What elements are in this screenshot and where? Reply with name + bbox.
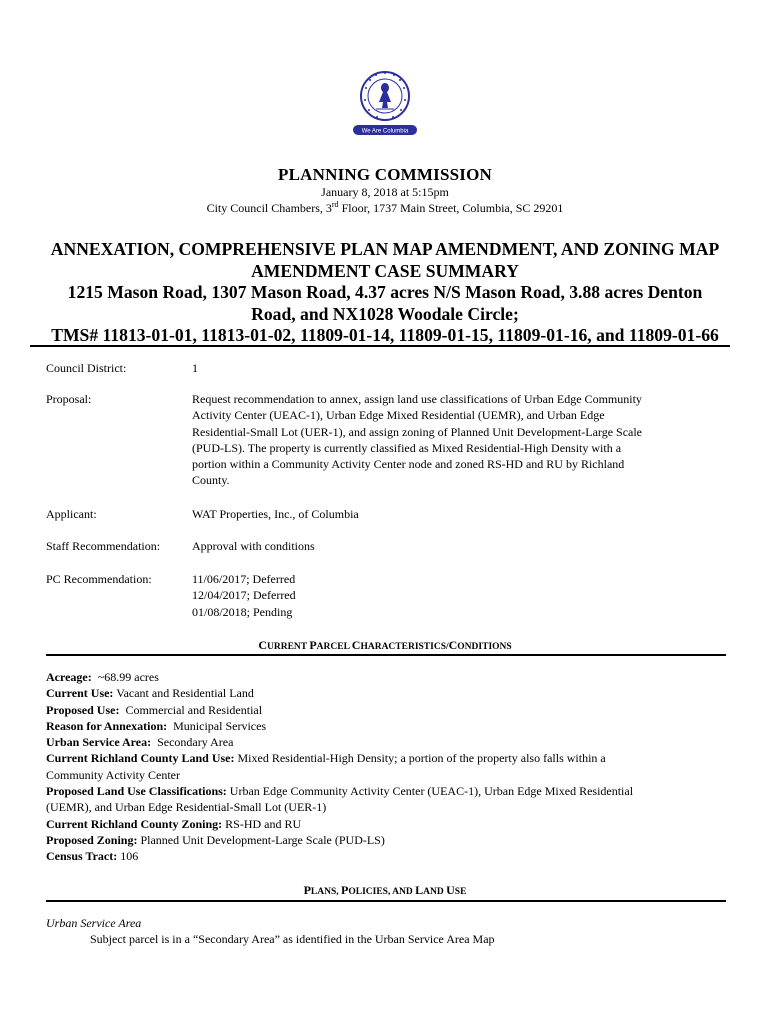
section-heading-plans: PLANS, POLICIES, AND LAND USE bbox=[303, 883, 467, 897]
section-divider bbox=[46, 900, 726, 902]
reason-row: Reason for Annexation: Municipal Services bbox=[46, 718, 267, 733]
richland-land-use-row: Current Richland County Land Use: Mixed Residential-High Density; a portion of the property also falls within a bbox=[46, 751, 606, 766]
council-district-value: 1 bbox=[192, 361, 198, 375]
pc-recommendation-label: PC Recommendation: bbox=[46, 572, 152, 586]
proposal-text bbox=[192, 391, 732, 489]
title-divider bbox=[30, 345, 730, 347]
proposal-line: Request recommendation to annex, assign land use classifications of Urban Edge Community bbox=[192, 392, 642, 406]
staff-recommendation-label: Staff Recommendation: bbox=[46, 539, 161, 553]
case-title-line: ANNEXATION, COMPREHENSIVE PLAN MAP AMENDMENT, AND ZONING MAP bbox=[50, 239, 720, 259]
applicant-label: Applicant: bbox=[46, 507, 97, 521]
proposed-use-row: Proposed Use: Commercial and Residential bbox=[46, 702, 263, 717]
applicant-value: WAT Properties, Inc., of Columbia bbox=[192, 507, 359, 521]
meeting-date: January 8, 2018 at 5:15pm bbox=[321, 185, 449, 199]
commission-title: PLANNING COMMISSION bbox=[278, 165, 492, 184]
case-title bbox=[30, 239, 740, 347]
current-use-row: Current Use: Vacant and Residential Land bbox=[46, 686, 254, 701]
section-divider bbox=[46, 654, 726, 656]
urban-service-area-text: Subject parcel is in a “Secondary Area” as identified in the Urban Service Area Map bbox=[90, 932, 495, 946]
seal-tagline: We Are Columbia bbox=[361, 128, 409, 135]
proposal-line: Activity Center (UEAC-1), Urban Edge Mixed Residential (UEMR), and Urban Edge bbox=[192, 408, 605, 423]
proposal-label: Proposal: bbox=[46, 392, 92, 406]
urban-service-area-label: Urban Service Area bbox=[46, 916, 142, 930]
meeting-location: City Council Chambers, 3rd Floor, 1737 Main Street, Columbia, SC 29201 bbox=[206, 200, 564, 215]
parcel-characteristics bbox=[46, 669, 736, 865]
proposed-zoning-row: Proposed Zoning: Planned Unit Development-Large Scale (PUD-LS) bbox=[46, 832, 385, 847]
case-title-line: AMENDMENT CASE SUMMARY bbox=[251, 260, 519, 281]
pc-recommendation-item: 12/04/2017; Deferred bbox=[192, 588, 296, 603]
case-title-line: 1215 Mason Road, 1307 Mason Road, 4.37 acres N/S Mason Road, 3.88 acres Denton bbox=[67, 282, 703, 303]
proposed-land-use-cont: (UEMR), and Urban Edge Residential-Small Lot (UER-1) bbox=[46, 800, 327, 815]
case-title-line: Road, and NX1028 Woodale Circle; bbox=[251, 303, 519, 324]
pc-recommendation-item: 11/06/2017; Deferred bbox=[192, 572, 296, 586]
richland-land-use-cont: Community Activity Center bbox=[46, 767, 180, 782]
proposal-line: portion within a Community Activity Center node and zoned RS-HD and RU by Richland bbox=[192, 457, 625, 472]
proposal-line: (PUD-LS). The property is currently classified as Mixed Residential-High Density with a bbox=[192, 440, 622, 455]
richland-zoning-row: Current Richland County Zoning: RS-HD and RU bbox=[46, 816, 302, 831]
proposal-line: Residential-Small Lot (UER-1), and assign zoning of Planned Unit Development-Large Scale bbox=[192, 424, 643, 439]
staff-recommendation-value: Approval with conditions bbox=[192, 539, 315, 553]
acreage-row: Acreage: ~68.99 acres bbox=[46, 670, 159, 684]
proposed-land-use-row: Proposed Land Use Classifications: Urban Edge Community Activity Center (UEAC-1), Urban Edge Mixed Residential bbox=[46, 784, 634, 799]
city-seal-logo bbox=[346, 70, 424, 136]
pc-recommendation-list bbox=[192, 571, 732, 620]
case-title-line: TMS# 11813-01-01, 11813-01-02, 11809-01-14, 11809-01-15, 11809-01-16, and 11809-01-66 bbox=[51, 325, 719, 346]
proposal-line: County. bbox=[192, 473, 230, 488]
section-heading-parcel: CURRENT PARCEL CHARACTERISTICS/CONDITIONS bbox=[258, 638, 512, 652]
pc-recommendation-item: 01/08/2018; Pending bbox=[192, 604, 293, 619]
census-tract-row: Census Tract: 106 bbox=[46, 849, 139, 864]
urban-service-area-row: Urban Service Area: Secondary Area bbox=[46, 735, 234, 750]
council-district-label: Council District: bbox=[46, 361, 127, 375]
